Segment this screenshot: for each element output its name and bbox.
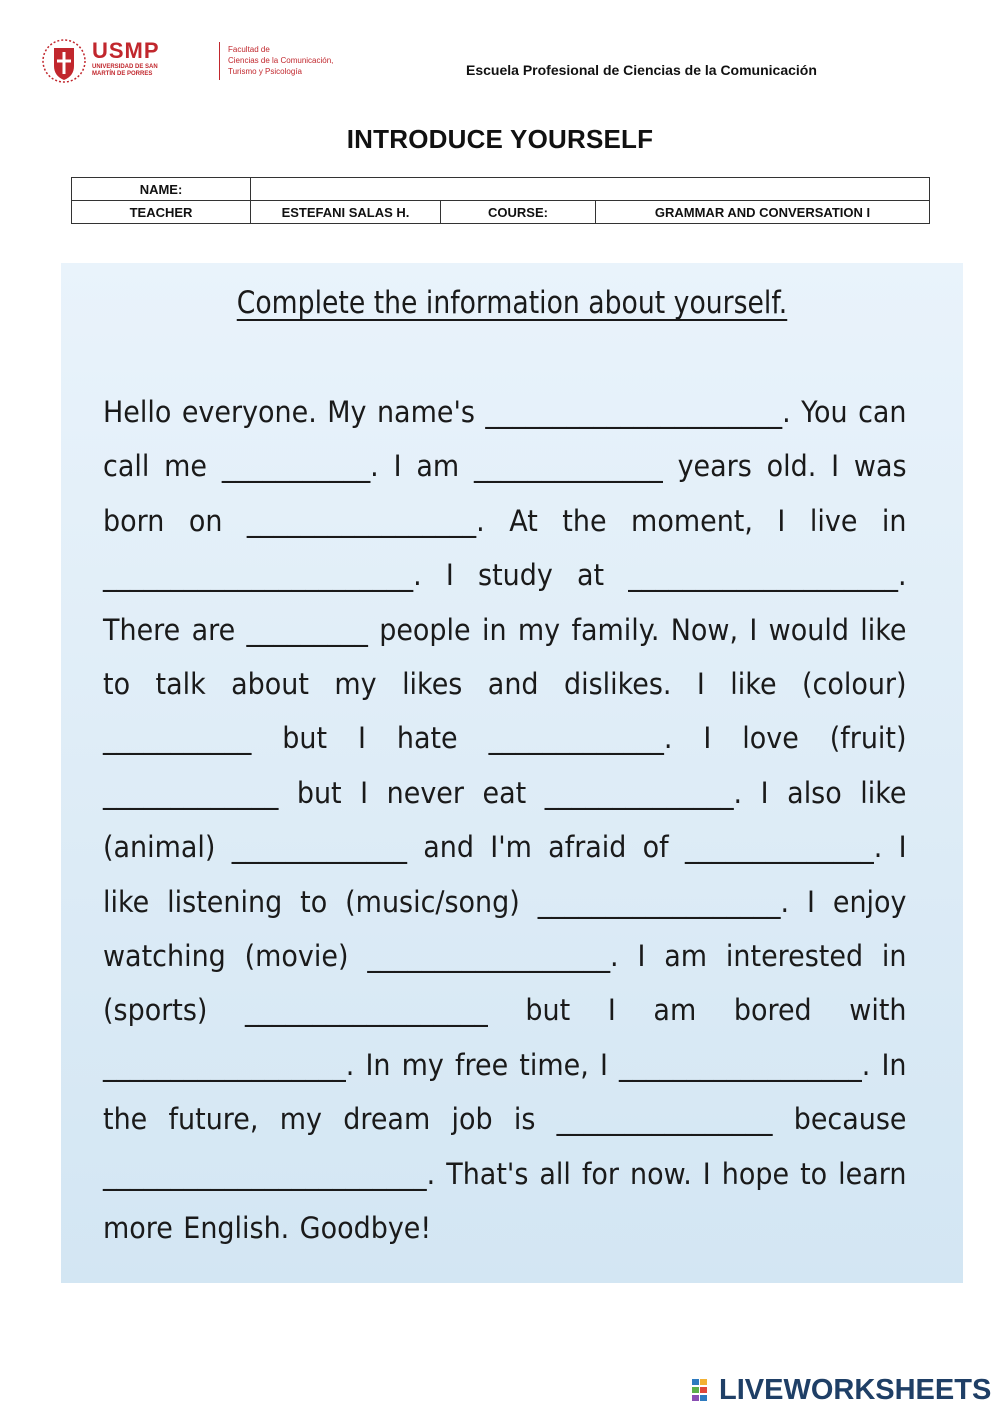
logo-divider — [219, 42, 220, 80]
liveworksheets-logo — [692, 1374, 992, 1406]
liveworksheets-wordmark: LIVEWORKSHEETS — [719, 1374, 992, 1406]
worksheet-text: Hello everyone. My name's ______________________. You can call me ___________. I am ______________ years old. I was born on _________________. At the moment, I live in _______________________. I study at ____________________. There are _________ people in my family. Now, I would like to talk about my likes and dislikes. I like (colour) ___________ but I hate _____________. I love (fruit) _____________ but I never eat ______________. I also like (animal) _____________ and I'm afraid of ______________. I like listening to (music/song) __________________. I enjoy watching (movie) __________________. I am interested in (sports) __________________ but I am bored with __________________. In my free time, I __________________. In the future, my dream job is ________________ because ________________________. That's all for now. I hope to learn more English. Goodbye! — [103, 395, 907, 1246]
usmp-crest-icon — [42, 36, 86, 86]
info-row-name — [72, 178, 930, 201]
worksheet-panel — [61, 263, 963, 1283]
usmp-logo-text: USMP — [92, 38, 160, 63]
course-label: COURSE: — [441, 201, 596, 224]
faculty-line-2: Ciencias de la Comunicación, — [228, 56, 334, 65]
faculty-line-3: Turismo y Psicología — [228, 67, 302, 76]
teacher-label: TEACHER — [72, 201, 251, 224]
faculty-line-1: Facultad de — [228, 45, 270, 54]
usmp-logo-subtext: UNIVERSIDAD DE SAN MARTÍN DE PORRES — [92, 64, 158, 77]
worksheet-heading: Complete the information about yourself. — [236, 285, 788, 321]
page-title: INTRODUCE YOURSELF — [346, 124, 654, 154]
info-table — [71, 177, 930, 224]
page-header — [0, 0, 1000, 110]
course-value: GRAMMAR AND CONVERSATION I — [596, 201, 930, 224]
school-name: Escuela Profesional de Ciencias de la Comunicación — [466, 62, 817, 78]
name-label: NAME: — [72, 178, 251, 201]
name-field[interactable] — [251, 178, 930, 201]
faculty-name — [228, 44, 358, 77]
info-row-teacher — [72, 201, 930, 224]
usmp-logo — [42, 36, 334, 86]
liveworksheets-icon — [692, 1379, 716, 1401]
teacher-value: ESTEFANI SALAS H. — [251, 201, 441, 224]
